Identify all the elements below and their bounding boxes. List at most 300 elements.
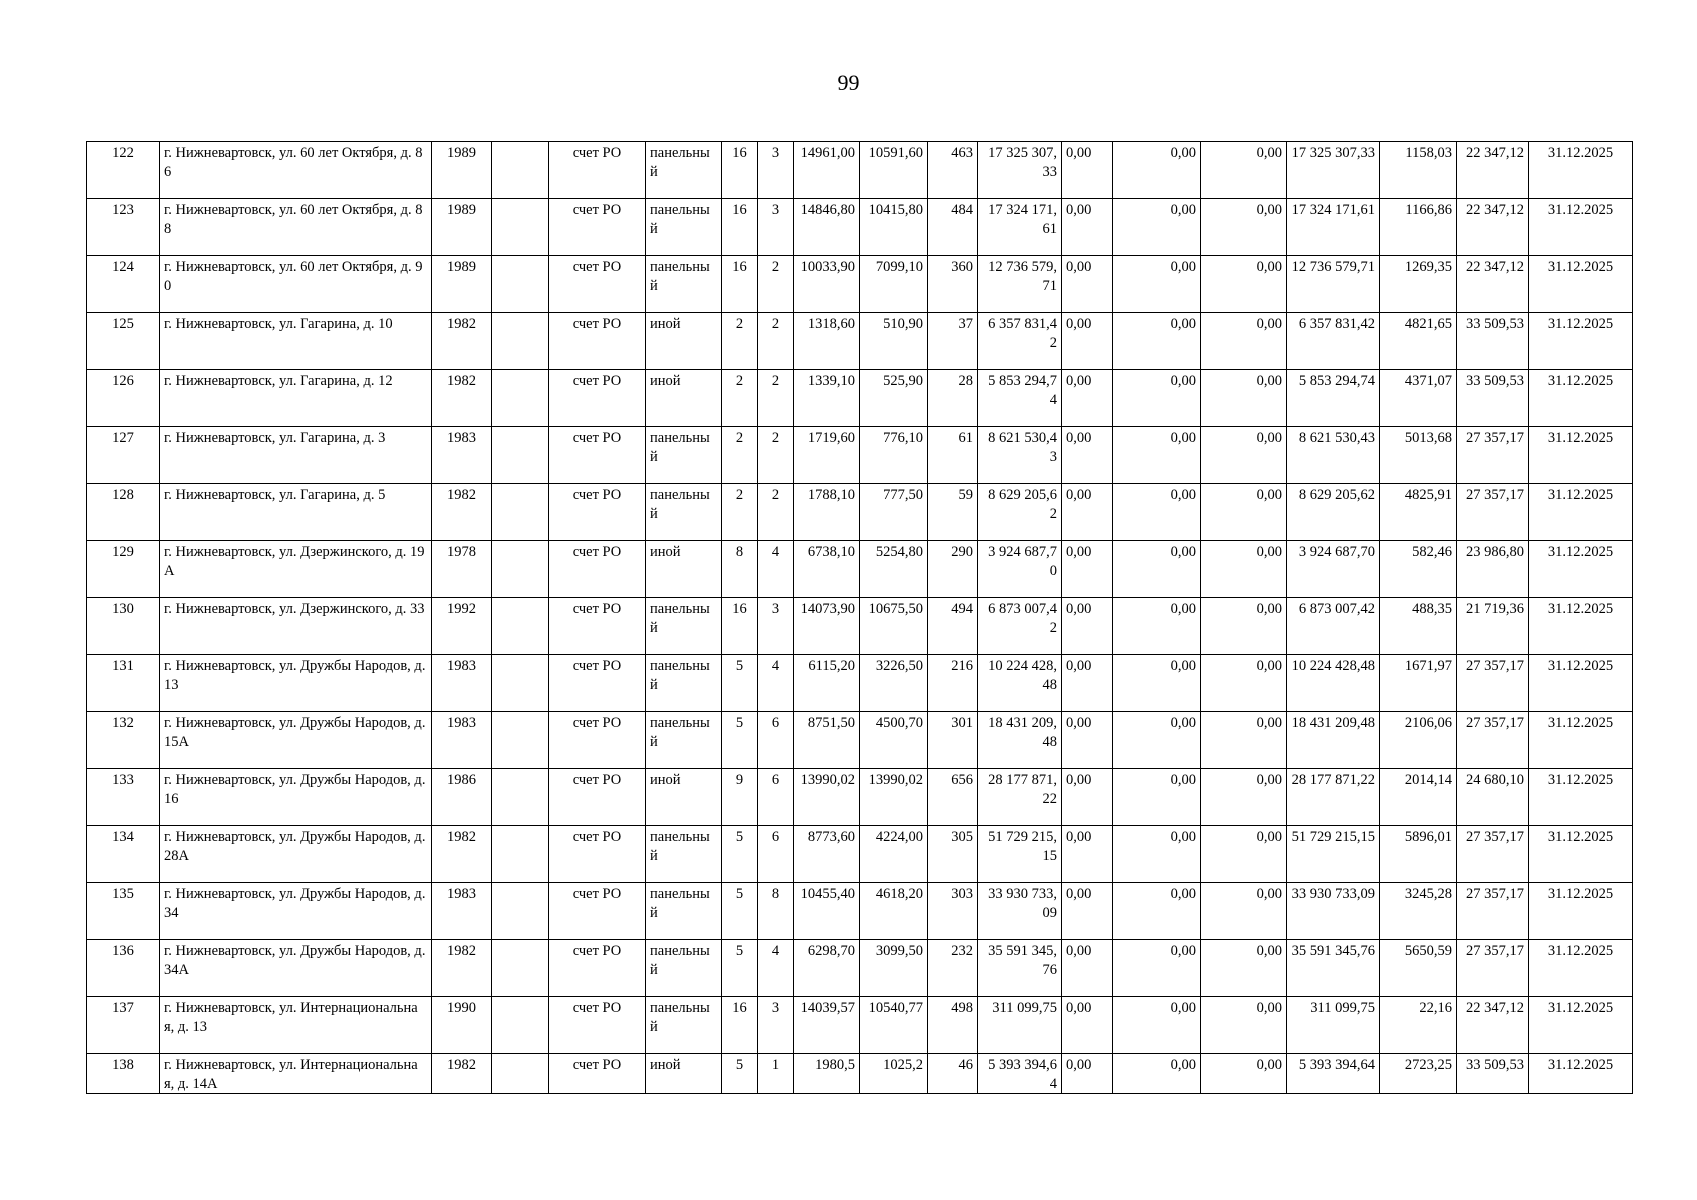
year-cell: 1986 (432, 769, 492, 826)
table-row (87, 256, 1633, 313)
residents-cell: 463 (928, 142, 978, 199)
floors-cell: 2 (722, 313, 758, 370)
total-cost-cell: 17 325 307,33 (978, 142, 1062, 199)
year-cell: 1983 (432, 655, 492, 712)
empty-cell (492, 712, 549, 769)
fund-cell-1: 0,00 (1062, 826, 1113, 883)
account-cell: счет РО (549, 1054, 646, 1094)
account-cell: счет РО (549, 997, 646, 1054)
own-funds-cell: 51 729 215,15 (1287, 826, 1380, 883)
fund-cell-1: 0,00 (1062, 883, 1113, 940)
fund-cell-2: 0,00 (1113, 1054, 1201, 1094)
address-cell: г. Нижневартовск, ул. Дзержинского, д. 33 (160, 598, 432, 655)
wall-material-cell: иной (646, 769, 722, 826)
wall-material-cell: иной (646, 1054, 722, 1094)
row-number: 127 (87, 427, 160, 484)
table-row (87, 883, 1633, 940)
entrances-cell: 6 (758, 769, 794, 826)
row-number: 125 (87, 313, 160, 370)
cost-per-m2-cell: 4371,07 (1380, 370, 1457, 427)
fund-cell-1: 0,00 (1062, 427, 1113, 484)
fund-cell-3: 0,00 (1201, 940, 1287, 997)
own-funds-cell: 35 591 345,76 (1287, 940, 1380, 997)
deadline-cell: 31.12.2025 (1529, 427, 1633, 484)
row-number: 124 (87, 256, 160, 313)
total-cost-cell: 28 177 871,22 (978, 769, 1062, 826)
floors-cell: 16 (722, 199, 758, 256)
limit-per-m2-cell: 33 509,53 (1457, 1054, 1529, 1094)
account-cell: счет РО (549, 598, 646, 655)
cost-per-m2-cell: 5650,59 (1380, 940, 1457, 997)
living-area-cell: 4500,70 (860, 712, 928, 769)
deadline-cell: 31.12.2025 (1529, 541, 1633, 598)
address-cell: г. Нижневартовск, ул. 60 лет Октября, д. 88 (160, 199, 432, 256)
year-cell: 1992 (432, 598, 492, 655)
entrances-cell: 3 (758, 199, 794, 256)
table-row (87, 598, 1633, 655)
limit-per-m2-cell: 27 357,17 (1457, 826, 1529, 883)
floors-cell: 5 (722, 940, 758, 997)
wall-material-cell: панельный (646, 142, 722, 199)
fund-cell-2: 0,00 (1113, 883, 1201, 940)
own-funds-cell: 18 431 209,48 (1287, 712, 1380, 769)
total-cost-cell: 35 591 345,76 (978, 940, 1062, 997)
empty-cell (492, 769, 549, 826)
address-cell: г. Нижневартовск, ул. Гагарина, д. 5 (160, 484, 432, 541)
fund-cell-1: 0,00 (1062, 997, 1113, 1054)
wall-material-cell: панельный (646, 427, 722, 484)
total-cost-cell: 10 224 428,48 (978, 655, 1062, 712)
page-number: 99 (837, 70, 860, 95)
entrances-cell: 4 (758, 655, 794, 712)
own-funds-cell: 8 621 530,43 (1287, 427, 1380, 484)
table-row (87, 313, 1633, 370)
fund-cell-1: 0,00 (1062, 598, 1113, 655)
account-cell: счет РО (549, 313, 646, 370)
fund-cell-3: 0,00 (1201, 142, 1287, 199)
living-area-cell: 4618,20 (860, 883, 928, 940)
row-number: 126 (87, 370, 160, 427)
year-cell: 1982 (432, 484, 492, 541)
fund-cell-1: 0,00 (1062, 541, 1113, 598)
total-area-cell: 8751,50 (794, 712, 860, 769)
limit-per-m2-cell: 27 357,17 (1457, 427, 1529, 484)
floors-cell: 5 (722, 655, 758, 712)
living-area-cell: 10540,77 (860, 997, 928, 1054)
deadline-cell: 31.12.2025 (1529, 655, 1633, 712)
living-area-cell: 525,90 (860, 370, 928, 427)
total-area-cell: 1318,60 (794, 313, 860, 370)
living-area-cell: 10591,60 (860, 142, 928, 199)
address-cell: г. Нижневартовск, ул. Интернациональная, д. 13 (160, 997, 432, 1054)
total-cost-cell: 8 621 530,43 (978, 427, 1062, 484)
year-cell: 1982 (432, 313, 492, 370)
table-row (87, 826, 1633, 883)
table-row (87, 655, 1633, 712)
residents-cell: 232 (928, 940, 978, 997)
row-number: 134 (87, 826, 160, 883)
address-cell: г. Нижневартовск, ул. 60 лет Октября, д. 90 (160, 256, 432, 313)
year-cell: 1983 (432, 883, 492, 940)
empty-cell (492, 142, 549, 199)
entrances-cell: 6 (758, 826, 794, 883)
row-number: 133 (87, 769, 160, 826)
total-area-cell: 14073,90 (794, 598, 860, 655)
fund-cell-2: 0,00 (1113, 826, 1201, 883)
row-number: 123 (87, 199, 160, 256)
table-row (87, 769, 1633, 826)
total-cost-cell: 5 853 294,74 (978, 370, 1062, 427)
fund-cell-2: 0,00 (1113, 142, 1201, 199)
floors-cell: 5 (722, 826, 758, 883)
fund-cell-3: 0,00 (1201, 655, 1287, 712)
row-number: 131 (87, 655, 160, 712)
fund-cell-3: 0,00 (1201, 826, 1287, 883)
fund-cell-3: 0,00 (1201, 997, 1287, 1054)
fund-cell-1: 0,00 (1062, 655, 1113, 712)
own-funds-cell: 28 177 871,22 (1287, 769, 1380, 826)
wall-material-cell: панельный (646, 883, 722, 940)
table-row (87, 712, 1633, 769)
floors-cell: 2 (722, 484, 758, 541)
total-area-cell: 8773,60 (794, 826, 860, 883)
living-area-cell: 776,10 (860, 427, 928, 484)
floors-cell: 5 (722, 1054, 758, 1094)
total-cost-cell: 8 629 205,62 (978, 484, 1062, 541)
deadline-cell: 31.12.2025 (1529, 484, 1633, 541)
residents-cell: 494 (928, 598, 978, 655)
residents-cell: 59 (928, 484, 978, 541)
floors-cell: 5 (722, 883, 758, 940)
residents-cell: 305 (928, 826, 978, 883)
empty-cell (492, 370, 549, 427)
limit-per-m2-cell: 27 357,17 (1457, 712, 1529, 769)
own-funds-cell: 8 629 205,62 (1287, 484, 1380, 541)
residents-cell: 37 (928, 313, 978, 370)
fund-cell-1: 0,00 (1062, 769, 1113, 826)
residents-cell: 216 (928, 655, 978, 712)
living-area-cell: 10675,50 (860, 598, 928, 655)
cost-per-m2-cell: 5896,01 (1380, 826, 1457, 883)
deadline-cell: 31.12.2025 (1529, 997, 1633, 1054)
residents-cell: 301 (928, 712, 978, 769)
residents-cell: 290 (928, 541, 978, 598)
total-area-cell: 1719,60 (794, 427, 860, 484)
floors-cell: 16 (722, 256, 758, 313)
total-cost-cell: 33 930 733,09 (978, 883, 1062, 940)
wall-material-cell: иной (646, 541, 722, 598)
account-cell: счет РО (549, 427, 646, 484)
table-row (87, 541, 1633, 598)
entrances-cell: 2 (758, 256, 794, 313)
wall-material-cell: иной (646, 370, 722, 427)
limit-per-m2-cell: 22 347,12 (1457, 256, 1529, 313)
entrances-cell: 3 (758, 142, 794, 199)
table-row (87, 997, 1633, 1054)
own-funds-cell: 3 924 687,70 (1287, 541, 1380, 598)
row-number: 136 (87, 940, 160, 997)
table-row (87, 427, 1633, 484)
wall-material-cell: панельный (646, 997, 722, 1054)
year-cell: 1982 (432, 370, 492, 427)
residents-cell: 28 (928, 370, 978, 427)
address-cell: г. Нижневартовск, ул. Дружбы Народов, д. 15А (160, 712, 432, 769)
deadline-cell: 31.12.2025 (1529, 313, 1633, 370)
floors-cell: 16 (722, 598, 758, 655)
residents-cell: 498 (928, 997, 978, 1054)
total-cost-cell: 17 324 171,61 (978, 199, 1062, 256)
wall-material-cell: панельный (646, 256, 722, 313)
table-row (87, 940, 1633, 997)
empty-cell (492, 598, 549, 655)
address-cell: г. Нижневартовск, ул. Дзержинского, д. 19А (160, 541, 432, 598)
table-row (87, 1054, 1633, 1094)
limit-per-m2-cell: 27 357,17 (1457, 655, 1529, 712)
fund-cell-3: 0,00 (1201, 484, 1287, 541)
entrances-cell: 6 (758, 712, 794, 769)
wall-material-cell: панельный (646, 655, 722, 712)
year-cell: 1983 (432, 712, 492, 769)
deadline-cell: 31.12.2025 (1529, 256, 1633, 313)
floors-cell: 16 (722, 142, 758, 199)
own-funds-cell: 17 324 171,61 (1287, 199, 1380, 256)
cost-per-m2-cell: 1166,86 (1380, 199, 1457, 256)
fund-cell-2: 0,00 (1113, 199, 1201, 256)
table-row (87, 484, 1633, 541)
cost-per-m2-cell: 1671,97 (1380, 655, 1457, 712)
residents-cell: 303 (928, 883, 978, 940)
wall-material-cell: панельный (646, 199, 722, 256)
cost-per-m2-cell: 4821,65 (1380, 313, 1457, 370)
year-cell: 1982 (432, 940, 492, 997)
year-cell: 1982 (432, 826, 492, 883)
account-cell: счет РО (549, 142, 646, 199)
address-cell: г. Нижневартовск, ул. Гагарина, д. 3 (160, 427, 432, 484)
limit-per-m2-cell: 23 986,80 (1457, 541, 1529, 598)
table-row (87, 199, 1633, 256)
year-cell: 1989 (432, 142, 492, 199)
fund-cell-2: 0,00 (1113, 541, 1201, 598)
total-cost-cell: 12 736 579,71 (978, 256, 1062, 313)
residents-cell: 61 (928, 427, 978, 484)
fund-cell-2: 0,00 (1113, 655, 1201, 712)
total-area-cell: 14961,00 (794, 142, 860, 199)
cost-per-m2-cell: 2014,14 (1380, 769, 1457, 826)
address-cell: г. Нижневартовск, ул. Дружбы Народов, д. 16 (160, 769, 432, 826)
own-funds-cell: 10 224 428,48 (1287, 655, 1380, 712)
fund-cell-1: 0,00 (1062, 142, 1113, 199)
limit-per-m2-cell: 27 357,17 (1457, 883, 1529, 940)
address-cell: г. Нижневартовск, ул. Дружбы Народов, д. 28А (160, 826, 432, 883)
account-cell: счет РО (549, 712, 646, 769)
fund-cell-3: 0,00 (1201, 769, 1287, 826)
total-cost-cell: 311 099,75 (978, 997, 1062, 1054)
living-area-cell: 1025,2 (860, 1054, 928, 1094)
cost-per-m2-cell: 1269,35 (1380, 256, 1457, 313)
deadline-cell: 31.12.2025 (1529, 1054, 1633, 1094)
fund-cell-1: 0,00 (1062, 1054, 1113, 1094)
wall-material-cell: панельный (646, 484, 722, 541)
own-funds-cell: 311 099,75 (1287, 997, 1380, 1054)
residents-cell: 360 (928, 256, 978, 313)
living-area-cell: 4224,00 (860, 826, 928, 883)
deadline-cell: 31.12.2025 (1529, 769, 1633, 826)
floors-cell: 5 (722, 712, 758, 769)
fund-cell-3: 0,00 (1201, 883, 1287, 940)
year-cell: 1983 (432, 427, 492, 484)
row-number: 130 (87, 598, 160, 655)
fund-cell-3: 0,00 (1201, 712, 1287, 769)
fund-cell-2: 0,00 (1113, 484, 1201, 541)
empty-cell (492, 940, 549, 997)
account-cell: счет РО (549, 370, 646, 427)
floors-cell: 2 (722, 370, 758, 427)
empty-cell (492, 541, 549, 598)
living-area-cell: 5254,80 (860, 541, 928, 598)
empty-cell (492, 883, 549, 940)
cost-per-m2-cell: 5013,68 (1380, 427, 1457, 484)
total-area-cell: 6115,20 (794, 655, 860, 712)
fund-cell-2: 0,00 (1113, 940, 1201, 997)
fund-cell-1: 0,00 (1062, 484, 1113, 541)
residents-cell: 656 (928, 769, 978, 826)
entrances-cell: 2 (758, 313, 794, 370)
entrances-cell: 2 (758, 484, 794, 541)
fund-cell-2: 0,00 (1113, 313, 1201, 370)
table-row (87, 142, 1633, 199)
total-area-cell: 13990,02 (794, 769, 860, 826)
limit-per-m2-cell: 22 347,12 (1457, 142, 1529, 199)
fund-cell-1: 0,00 (1062, 313, 1113, 370)
entrances-cell: 3 (758, 598, 794, 655)
deadline-cell: 31.12.2025 (1529, 142, 1633, 199)
fund-cell-2: 0,00 (1113, 427, 1201, 484)
empty-cell (492, 313, 549, 370)
row-number: 138 (87, 1054, 160, 1094)
fund-cell-3: 0,00 (1201, 313, 1287, 370)
cost-per-m2-cell: 4825,91 (1380, 484, 1457, 541)
entrances-cell: 2 (758, 427, 794, 484)
total-area-cell: 10033,90 (794, 256, 860, 313)
wall-material-cell: иной (646, 313, 722, 370)
total-area-cell: 1788,10 (794, 484, 860, 541)
wall-material-cell: панельный (646, 712, 722, 769)
account-cell: счет РО (549, 256, 646, 313)
year-cell: 1989 (432, 199, 492, 256)
fund-cell-1: 0,00 (1062, 712, 1113, 769)
living-area-cell: 3226,50 (860, 655, 928, 712)
address-cell: г. Нижневартовск, ул. Гагарина, д. 10 (160, 313, 432, 370)
account-cell: счет РО (549, 826, 646, 883)
floors-cell: 8 (722, 541, 758, 598)
row-number: 135 (87, 883, 160, 940)
empty-cell (492, 199, 549, 256)
own-funds-cell: 12 736 579,71 (1287, 256, 1380, 313)
cost-per-m2-cell: 2723,25 (1380, 1054, 1457, 1094)
entrances-cell: 3 (758, 997, 794, 1054)
total-cost-cell: 6 357 831,42 (978, 313, 1062, 370)
cost-per-m2-cell: 1158,03 (1380, 142, 1457, 199)
own-funds-cell: 5 853 294,74 (1287, 370, 1380, 427)
fund-cell-2: 0,00 (1113, 997, 1201, 1054)
entrances-cell: 1 (758, 1054, 794, 1094)
own-funds-cell: 6 873 007,42 (1287, 598, 1380, 655)
total-area-cell: 10455,40 (794, 883, 860, 940)
empty-cell (492, 427, 549, 484)
own-funds-cell: 17 325 307,33 (1287, 142, 1380, 199)
total-area-cell: 6298,70 (794, 940, 860, 997)
total-cost-cell: 18 431 209,48 (978, 712, 1062, 769)
deadline-cell: 31.12.2025 (1529, 826, 1633, 883)
table-row (87, 370, 1633, 427)
year-cell: 1982 (432, 1054, 492, 1094)
fund-cell-2: 0,00 (1113, 256, 1201, 313)
floors-cell: 2 (722, 427, 758, 484)
limit-per-m2-cell: 27 357,17 (1457, 940, 1529, 997)
cost-per-m2-cell: 3245,28 (1380, 883, 1457, 940)
wall-material-cell: панельный (646, 940, 722, 997)
own-funds-cell: 5 393 394,64 (1287, 1054, 1380, 1094)
deadline-cell: 31.12.2025 (1529, 940, 1633, 997)
fund-cell-3: 0,00 (1201, 1054, 1287, 1094)
fund-cell-3: 0,00 (1201, 598, 1287, 655)
limit-per-m2-cell: 22 347,12 (1457, 199, 1529, 256)
address-cell: г. Нижневартовск, ул. Гагарина, д. 12 (160, 370, 432, 427)
cost-per-m2-cell: 582,46 (1380, 541, 1457, 598)
total-cost-cell: 51 729 215,15 (978, 826, 1062, 883)
fund-cell-3: 0,00 (1201, 427, 1287, 484)
fund-cell-3: 0,00 (1201, 199, 1287, 256)
fund-cell-1: 0,00 (1062, 256, 1113, 313)
empty-cell (492, 256, 549, 313)
row-number: 137 (87, 997, 160, 1054)
account-cell: счет РО (549, 541, 646, 598)
limit-per-m2-cell: 22 347,12 (1457, 997, 1529, 1054)
account-cell: счет РО (549, 940, 646, 997)
living-area-cell: 13990,02 (860, 769, 928, 826)
entrances-cell: 8 (758, 883, 794, 940)
living-area-cell: 3099,50 (860, 940, 928, 997)
own-funds-cell: 6 357 831,42 (1287, 313, 1380, 370)
living-area-cell: 777,50 (860, 484, 928, 541)
account-cell: счет РО (549, 769, 646, 826)
entrances-cell: 2 (758, 370, 794, 427)
residents-cell: 484 (928, 199, 978, 256)
total-area-cell: 14846,80 (794, 199, 860, 256)
deadline-cell: 31.12.2025 (1529, 883, 1633, 940)
fund-cell-2: 0,00 (1113, 769, 1201, 826)
living-area-cell: 7099,10 (860, 256, 928, 313)
total-area-cell: 1980,5 (794, 1054, 860, 1094)
account-cell: счет РО (549, 484, 646, 541)
wall-material-cell: панельный (646, 826, 722, 883)
row-number: 128 (87, 484, 160, 541)
limit-per-m2-cell: 24 680,10 (1457, 769, 1529, 826)
living-area-cell: 510,90 (860, 313, 928, 370)
deadline-cell: 31.12.2025 (1529, 370, 1633, 427)
living-area-cell: 10415,80 (860, 199, 928, 256)
deadline-cell: 31.12.2025 (1529, 712, 1633, 769)
total-cost-cell: 6 873 007,42 (978, 598, 1062, 655)
deadline-cell: 31.12.2025 (1529, 199, 1633, 256)
total-area-cell: 6738,10 (794, 541, 860, 598)
fund-cell-3: 0,00 (1201, 256, 1287, 313)
fund-cell-2: 0,00 (1113, 370, 1201, 427)
address-cell: г. Нижневартовск, ул. Интернациональная, д. 14А (160, 1054, 432, 1094)
fund-cell-3: 0,00 (1201, 370, 1287, 427)
year-cell: 1990 (432, 997, 492, 1054)
residents-cell: 46 (928, 1054, 978, 1094)
